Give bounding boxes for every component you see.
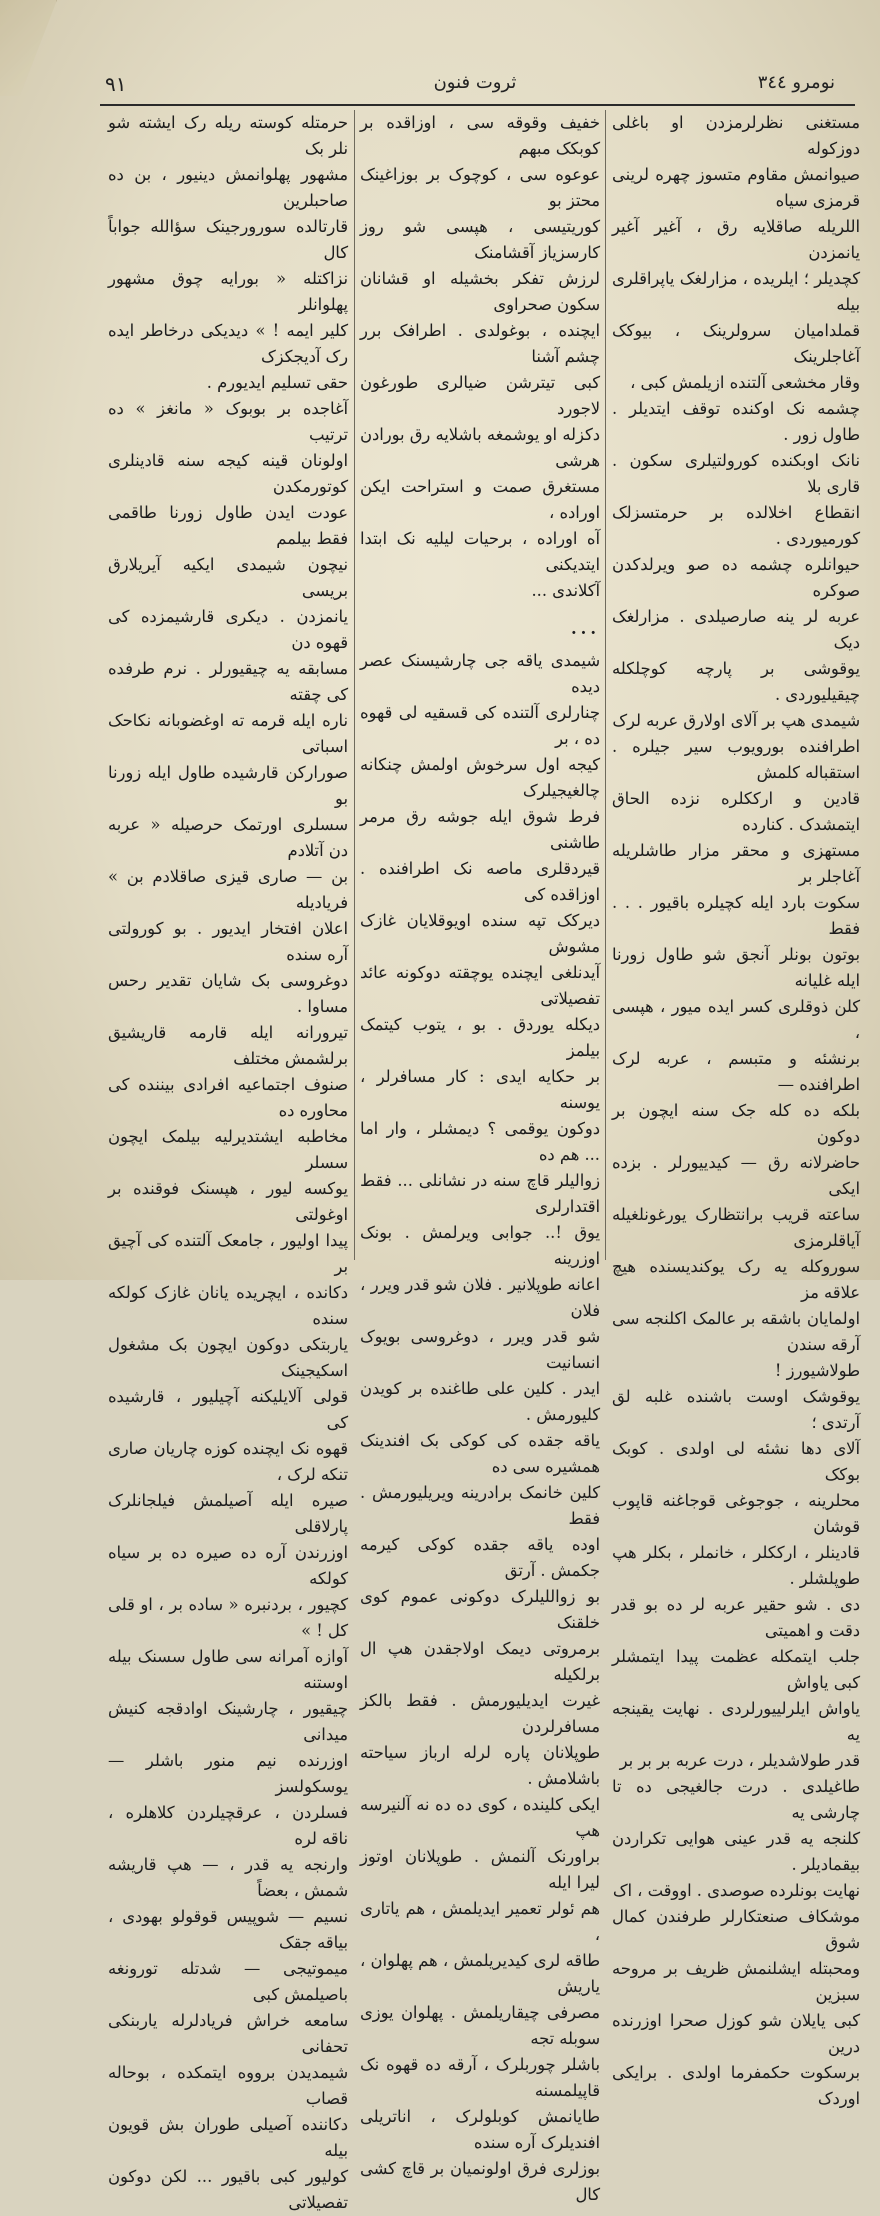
text-line: طولاشیورز ! [774,1361,860,1380]
text-line: آیدنلغی ایچنده یوچقته دوکونه عائد تفصیلاتی [360,963,600,1008]
text-line: بوزلری فرق اولونمیان بر قاچ کشی کال [360,2159,600,2204]
text-line: کلیر ایمه ! » دیدیکی درخاطر ایده رک آدیجکزک [108,321,348,366]
text-line: شیمدی یاقه جی چارشیسنک عصر دیده [360,651,600,696]
text-line: مسابقه یه چیقیورلر . نرم طرفده کی چقته [108,659,348,704]
text-line: آکلاندی ... [531,581,600,600]
text-line: غیرت ایدیلیورمش . فقط بالکز مسافرلردن [360,1691,600,1736]
text-line: یاواش ایلرلییورلردی . نهایت یقینجه یه [612,1699,860,1744]
text-line: مستغنی نظرلرمزدن او باغلی دوزکوله [612,113,860,158]
text-line: فسلردن ، عرقچیلردن کلاهلره ، ناقه لره [108,1803,348,1848]
text-line: نهایت بونلرده صوصدی . اووقت ، اک [612,1881,860,1900]
text-line: اوزرندن آره ده صیره ده بر سیاه کولکه [108,1543,348,1588]
text-line: کیجه اول سرخوش اولمش چنکانه چالغیجیلرک [360,755,600,800]
text-line: آوازه آمرانه سی طاول سسنک بیله اوستنه [108,1647,348,1692]
text-line: دی . شو حقیر عربه لر ده بو قدر دقت و اهمیتی [612,1595,860,1640]
text-line: یاربتکی دوکون ایچون بک مشغول اسکیجینک [108,1335,348,1380]
text-line: کبی تیترشن ضیالری طورغون لاجورد [360,373,600,418]
text-line: وارنجه یه قدر ، — هپ قاریشه شمش ، بعضاً [108,1855,348,1900]
text-line: کلین خانمک برادرینه ویریلیورمش . فقط [360,1483,600,1528]
text-line: قهوه نک ایچنده کوزه چاریان صاری تنکه لرک ، [108,1439,348,1484]
text-line: قادینلر ، ارککلر ، خانملر ، بکلر هپ طوپلشلر . [612,1543,860,1588]
text-line: نزاکتله « بورایه چوق مشهور پهلوانلر [108,269,348,314]
text-line: کولیور کبی باقیور ... لکن دوکون تفصیلاتی [108,2167,348,2212]
text-line: اوده یاقه جقده کوکی کیرمه جکمش . آرتق [360,1535,600,1580]
text-line: فرط شوق ایله جوشه رق مرمر طاشنی [360,807,600,852]
text-line: وقار مخشعی آلتنده ازیلمش کبی ، [630,373,860,392]
text-line: عوعوه سی ، کوچوک بر بوزاغینک محتز بو [360,165,600,210]
text-line: بر حکایه ایدی : کار مسافرلر ، یوسنه [360,1067,600,1112]
text-line: مصرفی چیقاریلمش . پهلوان یوزی سوبله تجه [360,2003,600,2048]
text-line: پیدا اولیور ، جامعک آلتنده کی آچیق بر [108,1231,348,1276]
text-line: قادین و ارککلره نزده الحاق ایتمشدک . کنارده [612,789,860,834]
text-line: قملدامیان سرولرینک ، بیوکک آغاجلرینک [612,321,860,366]
text-line: چیقیور ، چارشینک اوادقجه کنیش میدانی [108,1699,348,1744]
text-line: صنوف اجتماعیه افرادی بیننده کی محاوره ده [108,1075,348,1120]
text-line: تیرورانه ایله قارمه قاریشیق برلشمش مختلف [108,1023,348,1068]
column-divider [605,110,606,1260]
text-line: طاقه لری کیدیریلمش ، هم پهلوان ، یاریش [360,1951,600,1996]
text-line: حاضرلانه رق — کیدییورلر . بزده ایکی [612,1153,860,1198]
page-header [95,72,855,100]
text-line: کچیور ، بردنبره « ساده بر ، او قلی کل ! » [108,1595,348,1640]
text-line: عودت ایدن طاول زورنا طاقمی فقط بیلمم [108,503,348,548]
text-line: ساعته قریب برانتظارک یورغونلغیله آیاقلرمزی [612,1205,860,1250]
folded-corner [0,0,57,96]
text-line: اولونان قینه کیجه سنه قادینلری کوتورمکدن [108,451,348,496]
text-line: هم ئولر تعمیر ایدیلمش ، هم یاتاری ، [360,1899,600,1944]
text-line: برنشئه و متبسم ، عربه لرک اطرافنده — [612,1049,860,1094]
page-number: ٩١ [105,72,127,96]
text-line: نیچون شیمدی ایکیه آیریلارق بریسی [108,555,348,600]
text-line: اطرافنده بورویوب سیر جیلره . استقباله کلمش [612,737,860,782]
text-line: ایکی کلینده ، کوی ده ده نه آلنیرسه هپ [360,1795,600,1840]
text-line: قولی آلایلیکنه آچیلیور ، قارشیده کی [108,1387,348,1432]
text-line: جلب ایتمکله عظمت پیدا ایتمشلر کبی یاواش [612,1647,860,1692]
text-line: طوپلانان پاره لرله ارباز سیاحته باشلامش . [360,1743,600,1788]
text-line: چنارلری آلتنده کی قسقیه لی قهوه ده ، بر [360,703,600,748]
text-line: کچدیلر ؛ ایلریده ، مزارلغک یاپراقلری بیله [612,269,860,314]
text-line: باشلر چوربلرک ، آرقه ده قهوه نک قاپیلمسنه [360,2055,600,2100]
text-line: یوق !.. جوابی ویرلمش . بونک اوزرینه [360,1223,600,1268]
text-line: یوقوشی بر پارچه کوچلکله چیقیلیوردی . [612,659,860,704]
text-line: اللریله صاقلایه رق ، آغیر آغیر یانمزدن [612,217,860,262]
text-line: یاقه جقده کی کوکی بک افندینک همشیره سی ده [360,1431,600,1476]
text-line: مخاطبه ایشتدیرلیه بیلمک ایچون سسلر [108,1127,348,1172]
text-line: براورنک آلنمش . طوپلانان اوتوز لیرا ایله [360,1847,600,1892]
text-line: محلرینه ، جوجوغی قوجاغنه قاپوب قوشان [612,1491,860,1536]
text-line: لرزش تفکر بخشیله او قشانان سکون صحراوی [360,269,600,314]
text-column-left [108,110,348,2212]
text-line: حقی تسلیم ایدیورم . [206,373,348,392]
text-line: اولمایان باشقه بر عالمک اکلنجه سی آرقه سندن [612,1309,860,1354]
text-line: یانمزدن . دیکری قارشیمزده کی قهوه دن [108,607,348,652]
text-line: دکانده ، ایچریده یانان غازک کولکه سنده [108,1283,348,1328]
text-line: آه اوراده ، برحیات لیلیه نک ابتدا ایتدیکنی [360,529,600,574]
text-line: برسکوت حکمفرما اولدی . برایکی اوردک [612,2063,860,2108]
header-rule [100,104,855,106]
column-divider [354,110,355,1260]
text-line: صورارکن قارشیده طاول ایله زورنا بو [108,763,348,808]
text-line: ناره ایله قرمه ته اوغضوبانه نکاحک اسباتی [108,711,348,756]
text-line: زوالیلر قاچ سنه در نشانلی ... فقط اقتدارلری [360,1171,600,1216]
text-line: شو قدر ویرر ، دوغروسی بویوک انسانیت [360,1327,600,1372]
text-line: نسیم — شوپیس قوقولو بهودی ، بیاقه جقک [108,1907,348,1952]
text-line: دیرکک تپه سنده اویوقلایان غازک مشوش [360,911,600,956]
text-column-middle [360,110,600,2204]
text-line: دوکون یوقمی ؟ دیمشلر ، وار اما ... هم ده [360,1119,600,1164]
text-line: سوروکله یه رک یوکندیسنده هیچ علاقه مز [612,1257,860,1302]
text-line: یوقوشک اوست باشنده غلبه لق آرتدی ؛ [612,1387,860,1432]
text-line: کلنجه یه قدر عینی هوایی تکراردن بیقمادیلر . [612,1829,860,1874]
text-line: طایانمش کوبلولرک ، اناتریلی افندیلرک آره سنده [360,2107,600,2152]
text-line: قارتالده سورورجینک سؤالله جواباً کال [108,217,348,262]
text-line: آغاجده بر بوبوک « مانغز » ده ترتیب [108,399,348,444]
text-line: کوریتیسی ، هپسی شو روز کارسزیاز آقشامنک [360,217,600,262]
issue-number: نومرو ٣٤٤ [757,72,835,93]
text-column-right [612,110,860,2108]
text-line: سکوت بارد ایله کچیلره باقیور . . . فقط [612,893,860,938]
text-line: بلکه ده کله جک سنه ایچون بر دوکون [612,1101,860,1146]
text-line: میموتیجی — شدتله تورونغه باصیلمش کبی [108,1959,348,2004]
text-line: سامعه خراش فریادلرله یاربنکی تحفانی [108,2011,348,2056]
text-line: نانک اوبکنده کورولتیلری سکون . قاری بلا [612,451,860,496]
text-line: برمروتی دیمک اولاجقدن هپ ال برلکیله [360,1639,600,1684]
text-line: ... [570,619,600,638]
text-line: اعلان افتخار ایدیور . بو کورولتی آره سنده [108,919,348,964]
text-line: موشکاف صنعتکارلر طرفندن کمال شوق [612,1907,860,1952]
journal-title: ثروت فنون [433,72,517,93]
text-line: سسلری اورتمک حرصیله « عربه دن آتلادم [108,815,348,860]
text-line: ایچنده ، بوغولدی . اطرافک برر چشم آشنا [360,321,600,366]
text-line: مستهزی و محقر مزار طاشلریله آغاجلر بر [612,841,860,886]
text-line: طاغیلدی . درت جالغیجی ده تا چارشی یه [612,1777,860,1822]
text-line: دکاننده آصیلی طوران بش قویون بیله [108,2115,348,2160]
text-line: انقطاع اخلالده بر حرمتسزلک کورمیوردی . [612,503,860,548]
text-line: چشمه نک اوکنده توقف ایتدیلر . طاول زور . [612,399,860,444]
text-line: دیکله یوردق . بو ، یتوب کیتمک بیلمز [360,1015,600,1060]
text-line: صیوانمش مقاوم متسوز چهره لرینی قرمزی سیاه [612,165,860,210]
text-line: ایدر . کلین علی طاغنده بر کویدن کلیورمش . [360,1379,600,1424]
text-line: حیوانلره چشمه ده صو ویرلدکدن صوکره [612,555,860,600]
text-line: بن — صاری قیزی صاقلادم بن » فریادیله [108,867,348,912]
text-line: کبی یایلان شو کوزل صحرا اوزرنده درین [612,2011,860,2056]
text-line: صیره ایله آصیلمش فیلجانلرک پارلاقلی [108,1491,348,1536]
text-line: ومحبتله ایشلنمش ظریف بر مروحه سبزین [612,1959,860,2004]
text-line: قیردقلری ماصه نک اطرافنده . اوزاقده کی [360,859,600,904]
text-line: اوزرنده نیم منور باشلر — یوسکولسز [108,1751,348,1796]
text-line: بوتون بونلر آنجق شو طاول زورنا ایله غلیانه [612,945,860,990]
text-line: خفیف وقوقه سی ، اوزاقده بر کوبکک مبهم [360,113,600,158]
text-line: دکزله او یوشمغه باشلایه رق بورادن هرشی [360,425,600,470]
text-line: عربه لر ینه صارصیلدی . مزارلغک دیک [612,607,860,652]
text-line: شیمدیدن برووه ایتمکده ، بوحاله قصاب [108,2063,348,2108]
text-line: دوغروسی بک شایان تقدیر رحس مساوا . [108,971,348,1016]
text-line: قدر طولاشدیلر ، درت عربه بر بر بر [619,1751,860,1770]
text-line: شیمدی هپ بر آلای اولارق عربه لرک [612,711,860,730]
text-line: یوکسه لیور ، هپسنک فوقنده بر اوغولتی [108,1179,348,1224]
text-line: کلن ذوقلری کسر ایده میور ، هپسی ، [612,997,860,1042]
text-line: آلای دها نشئه لی اولدی . کوبک بوکک [612,1439,860,1484]
text-line: حرمتله کوسته ریله رک ایشته شو نلر بک [108,113,348,158]
text-line: مستغرق صمت و استراحت ایکن اوراده ، [360,477,600,522]
text-line: اعانه طوپلانیر . فلان شو قدر ویرر ، فلان [360,1275,600,1320]
text-line: مشهور پهلوانمش دینیور ، بن ده صاحبلرین [108,165,348,210]
text-line: بو زواللیلرک دوکونی عموم کوی خلقنک [360,1587,600,1632]
